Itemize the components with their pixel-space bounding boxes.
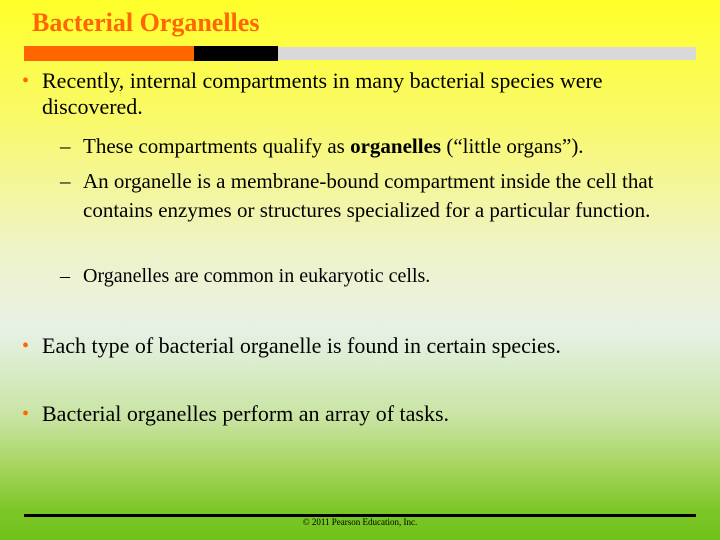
bullet-1-text: Recently, internal compartments in many bacterial species were discovered. [42, 68, 603, 119]
bullet-icon: • [22, 403, 30, 425]
subbullet-1-text [60, 132, 680, 161]
bullet-1 [22, 68, 672, 120]
subbullet-3 [60, 262, 680, 291]
dash-icon: – [60, 265, 70, 287]
bullet-icon: • [22, 70, 30, 92]
bullet-3 [22, 401, 672, 427]
bullet-3-text: Bacterial organelles perform an array of tasks. [42, 401, 450, 426]
subbullet-1-text-after: (“little organs”). [441, 134, 584, 158]
slide-title: Bacterial Organelles [32, 8, 260, 37]
dash-icon: – [60, 169, 71, 193]
subbullet-2-text: An organelle is a membrane-bound compartment inside the cell that contains enzymes or structures specialized for a particular function. [83, 169, 654, 222]
dash-icon: – [60, 134, 71, 158]
subbullet-1-text-before: These compartments qualify as [83, 134, 351, 158]
bullet-2-text: Each type of bacterial organelle is found in certain species. [42, 333, 561, 358]
subbullet-2 [60, 167, 680, 225]
subbullet-1-bold-term: organelles [350, 134, 442, 158]
footer-copyright: © 2011 Pearson Education, Inc. [302, 517, 418, 527]
bullet-icon: • [22, 335, 30, 357]
bullet-2 [22, 333, 672, 359]
subbullet-1 [60, 132, 680, 161]
subbullet-3-text: Organelles are common in eukaryotic cells. [83, 265, 431, 287]
